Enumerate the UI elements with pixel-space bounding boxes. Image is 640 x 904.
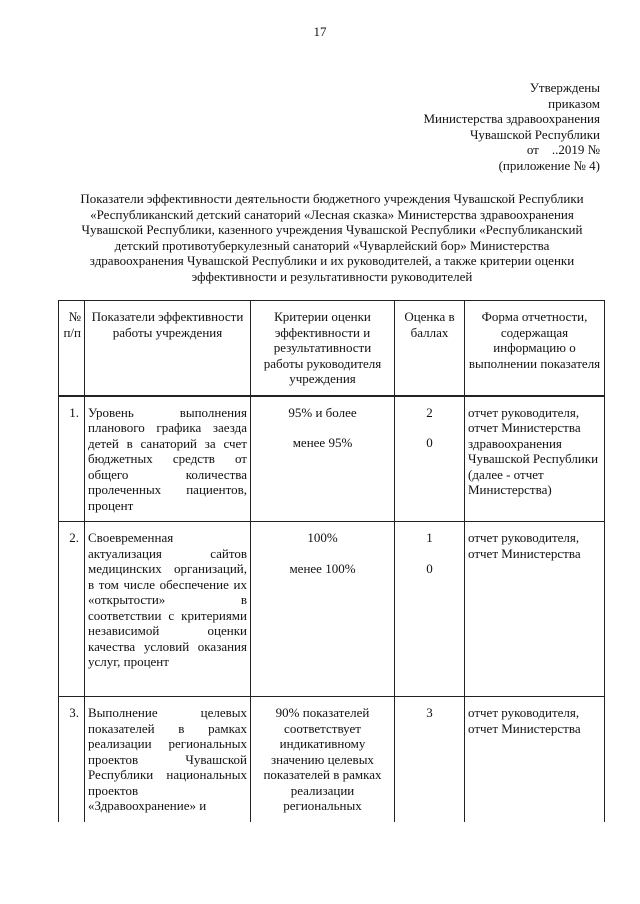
title-line: эффективности и результативности руководителей: [191, 268, 473, 284]
row-report: отчет руководителя, отчет Министерства: [465, 697, 605, 822]
row-num: 1.: [59, 396, 85, 522]
row-criteria: [251, 522, 395, 697]
score-value: 3: [426, 705, 433, 720]
document-title: [52, 191, 612, 284]
approval-line: (приложение № 4): [498, 157, 600, 173]
approval-line: приказом: [548, 95, 600, 111]
row-criteria: [251, 697, 395, 822]
title-line: Показатели эффективности деятельности бюджетного учреждения Чувашской Республики: [80, 191, 584, 206]
approval-line: от ..2019 №: [526, 142, 600, 157]
row-indicator: Своевременная актуализация сайтов медицинских организаций, в том числе обеспечение их «открытости» в соответствии с критериями независимой оценки качества условий оказания услуг, процент: [85, 522, 251, 697]
criteria-value: 90% показателей соответствует индикативному значению целевых показателей в рамках реализации региональных: [263, 705, 382, 813]
criteria-value: менее 95%: [292, 435, 353, 450]
table-row: [59, 522, 605, 697]
row-num: 2.: [59, 522, 85, 697]
criteria-value: менее 100%: [289, 560, 356, 576]
table-row: [59, 396, 605, 522]
row-criteria: [251, 396, 395, 522]
header-num: № п/п: [59, 301, 85, 396]
row-indicator: Уровень выполнения планового графика заезда детей в санаторий за счет бюджетных средств от общего количества пролеченных пациентов, процент: [85, 396, 251, 522]
score-value: 1: [426, 530, 433, 545]
title-line: детский противотуберкулезный санаторий «Чуварлейский бор» Министерства: [114, 237, 550, 253]
title-line: здравоохранения Чувашской Республики и их руководителей, а также критерии оценки: [89, 253, 575, 268]
row-report: отчет руководителя, отчет Министерства здравоохранения Чувашской Республики (далее - отчет Министерства): [465, 396, 605, 522]
indicators-table: [58, 300, 605, 822]
header-criteria: Критерии оценки эффективности и результативности работы руководителя учреждения: [251, 301, 395, 396]
criteria-value: 95% и более: [288, 404, 357, 420]
score-value: 0: [426, 435, 433, 450]
header-report: Форма отчетности, содержащая информацию о выполнении показателя: [465, 301, 605, 396]
row-score: [395, 522, 465, 697]
score-value: 0: [426, 560, 433, 576]
title-line: «Республиканский детский санаторий «Лесная сказка» Министерства здравоохранения: [90, 206, 574, 222]
approval-line: Утверждены: [529, 80, 600, 95]
approval-line: Чувашской Республики: [469, 126, 600, 142]
title-line: Чувашской Республики, казенного учреждения Чувашской Республики «Республиканский: [81, 222, 583, 237]
row-score: [395, 396, 465, 522]
page-number: 17: [313, 24, 327, 39]
row-report: отчет руководителя, отчет Министерства: [465, 522, 605, 697]
row-num: 3.: [59, 697, 85, 822]
row-score: [395, 697, 465, 822]
approval-block: [424, 80, 601, 173]
row-indicator: Выполнение целевых показателей в рамках реализации региональных проектов Чувашской Республики национальных проектов «Здравоохранение» и: [85, 697, 251, 822]
table-header-row: [59, 301, 605, 396]
table-row: [59, 697, 605, 822]
header-score: Оценка в баллах: [395, 301, 465, 396]
approval-line: Министерства здравоохранения: [423, 111, 600, 126]
header-indicator: Показатели эффективности работы учреждения: [85, 301, 251, 396]
criteria-value: 100%: [307, 530, 338, 545]
score-value: 2: [426, 404, 433, 420]
